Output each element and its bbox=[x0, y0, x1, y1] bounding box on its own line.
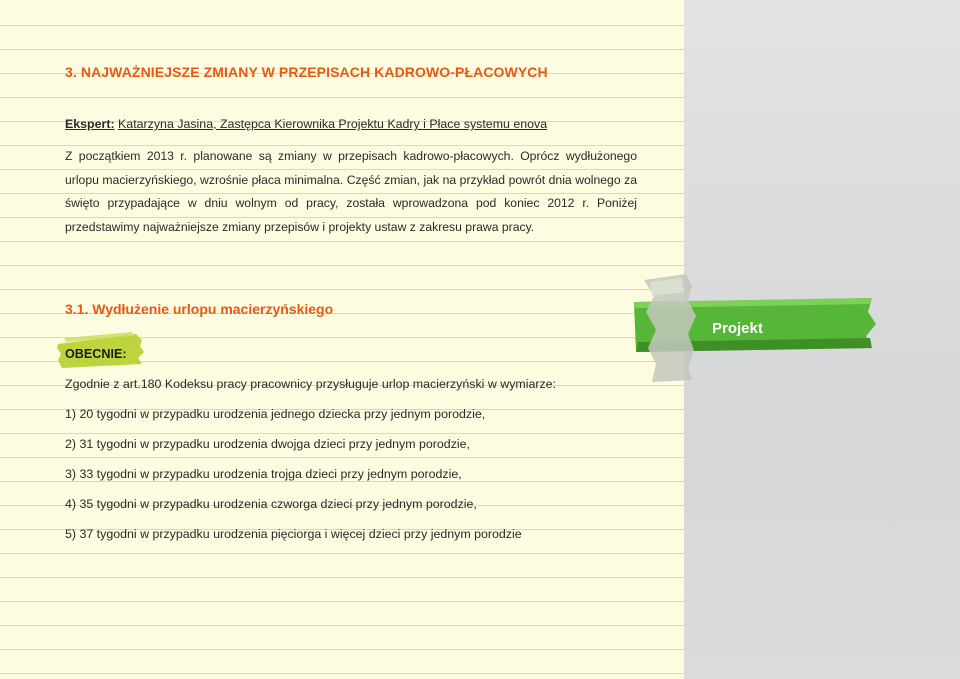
list-item: 5) 37 tygodni w przypadku urodzenia pięciorga i więcej dzieci przy jednym porodzie bbox=[65, 527, 522, 541]
expert-label: Ekspert: bbox=[65, 117, 115, 131]
subsection-title: 3.1. Wydłużenie urlopu macierzyńskiego bbox=[65, 301, 334, 317]
list-item: 4) 35 tygodni w przypadku urodzenia czworga dzieci przy jednym porodzie, bbox=[65, 497, 477, 511]
list-item: 1) 20 tygodni w przypadku urodzenia jednego dziecka przy jednym porodzie, bbox=[65, 407, 486, 421]
list-item: 2) 31 tygodni w przypadku urodzenia dwojga dzieci przy jednym porodzie, bbox=[65, 437, 470, 451]
list-intro: Zgodnie z art.180 Kodeksu pracy pracownicy przysługuje urlop macierzyński w wymiarze: bbox=[65, 377, 557, 391]
intro-paragraph: Z początkiem 2013 r. planowane są zmiany w przepisach kadrowo-płacowych. Oprócz wydłużonego urlopu macierzyńskiego, wzrośnie płaca minimalna. Część zmian, jak na przykład powrót dnia wolnego za święto przypadające w dniu wolnym od pracy, została wprowadzona pod koniec 2012 r. Poniżej przedstawimy najważniejsze zmiany przepisów i projekty ustaw z zakresu prawa pracy. bbox=[65, 149, 637, 234]
expert-line bbox=[65, 117, 547, 131]
list-item: 3) 33 tygodni w przypadku urodzenia trojga dzieci przy jednym porodzie, bbox=[65, 467, 462, 481]
projekt-label: Projekt bbox=[712, 320, 763, 337]
section-title: 3. NAJWAŻNIEJSZE ZMIANY W PRZEPISACH KADROWO-PŁACOWYCH bbox=[65, 64, 548, 80]
status-label: OBECNIE: bbox=[65, 347, 127, 361]
expert-name: Katarzyna Jasina, Zastępca Kierownika Projektu Kadry i Płace systemu enova bbox=[118, 117, 548, 131]
